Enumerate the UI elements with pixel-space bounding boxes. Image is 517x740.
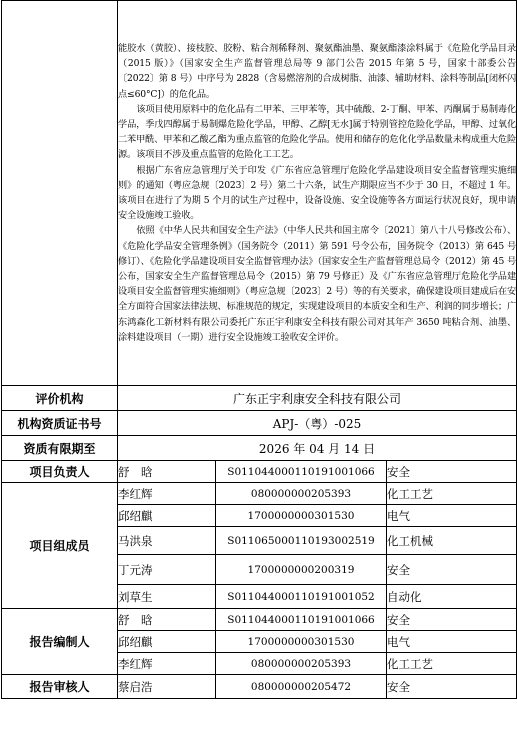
- cert-label: 机构资质证书号: [2, 411, 118, 436]
- description-paragraph: 该项目使用原料中的危化品有二甲苯、三甲苯等，其中硫酸、2-丁酮、甲苯、丙酮属于易制毒化学品，季戊四醇属于易制爆危险化学品，甲醇、乙醇[无水]属于特别管控危险化学品，甲醇、过氧化二苯甲酰、甲苯和乙酸乙酯为重点监管的危险化学品。使用和储存的危化化学品数量未构成重大危险源。该项目不涉及重点监管的危险化工工艺。: [118, 103, 517, 161]
- person-cert-code: 080000000205393: [216, 483, 387, 505]
- person-major: 安全: [387, 461, 517, 483]
- person-cert-code: S011044000110191001052: [216, 585, 387, 609]
- person-major: 电气: [387, 505, 517, 527]
- compiler-label: 报告编制人: [2, 609, 118, 675]
- evaluation-info-table: [1, 0, 517, 699]
- person-name: 舒 晗: [118, 461, 216, 483]
- person-name: 邱绍麒: [118, 505, 216, 527]
- person-name: 蔡启浩: [118, 675, 216, 699]
- description-paragraph: 依照《中华人民共和国安全生产法》（中华人民共和国主席令〔2021〕第八十八号修改公布）、《危险化学品安全管理条例》（国务院令（2011）第 591 号令公布，国务院令（2013）第 645 号修订）、《危险化学品建设项目安全监督管理办法》（国家安全生产监督管理总局令（2012）第 45 号公布，国家安全生产监督管理总局令（2015）第 79 号修正）及《广东省应急管理厅危险化学品建设项目安全监督管理实施细则》（粤应急规〔2023〕2 号）等的有关要求，确保建设项目建成后在安全方面符合国家法律法规、标准规范的规定，实现建设项目的本质安全和生产、利润的同步增长；广东鸿森化工新材料有限公司委托广东正宇利康安全科技有限公司对其年产 3650 吨粘合剂、油墨、涂料建设项目（一期）进行安全设施竣工验收安全评价。: [118, 225, 517, 343]
- person-cert-code: 1700000000200319: [216, 555, 387, 585]
- agency-row: [2, 386, 517, 411]
- person-major: 电气: [387, 631, 517, 653]
- member-row: [2, 483, 517, 505]
- project-description: [118, 1, 517, 386]
- person-major: 化工工艺: [387, 653, 517, 675]
- person-major: 安全: [387, 609, 517, 631]
- person-major: 安全: [387, 555, 517, 585]
- person-major: 化工工艺: [387, 483, 517, 505]
- leader-label: 项目负责人: [2, 461, 118, 483]
- person-major: 自动化: [387, 585, 517, 609]
- compiler-row: [2, 609, 517, 631]
- person-cert-code: 080000000205393: [216, 653, 387, 675]
- validity-label: 资质有限期至: [2, 436, 118, 461]
- person-name: 李红辉: [118, 653, 216, 675]
- person-cert-code: 1700000000301530: [216, 505, 387, 527]
- person-cert-code: 1700000000301530: [216, 631, 387, 653]
- validity-row: [2, 436, 517, 461]
- description-paragraph: 根据广东省应急管理厅关于印发《广东省应急管理厅危险化学品建设项目安全监督管理实施细则》的通知（粤应急规〔2023〕2 号）第二十六条，试生产期限应当不少于 30 日，不超过 1 年。该项目在进行了为期 5 个月的试生产过程中，设备设施、安全设施等各方面运行状况良好，现申请安全设施竣工验收。: [118, 164, 517, 222]
- person-cert-code: S011065000110193002519: [216, 527, 387, 555]
- validity-value: 2026 年 04 月 14 日: [118, 436, 517, 461]
- person-name: 舒 晗: [118, 609, 216, 631]
- person-major: 安全: [387, 675, 517, 699]
- person-major: 化工机械: [387, 527, 517, 555]
- members-label: 项目组成员: [2, 483, 118, 609]
- reviewer-label: 报告审核人: [2, 675, 118, 699]
- person-cert-code: S011044000110191001066: [216, 609, 387, 631]
- person-cert-code: S011044000110191001066: [216, 461, 387, 483]
- person-name: 刘草生: [118, 585, 216, 609]
- cert-row: [2, 411, 517, 436]
- agency-label: 评价机构: [2, 386, 118, 411]
- person-name: 丁元涛: [118, 555, 216, 585]
- description-row: [2, 1, 517, 386]
- reviewer-row: [2, 675, 517, 699]
- person-name: 李红辉: [118, 483, 216, 505]
- agency-value: 广东正宇利康安全科技有限公司: [118, 386, 517, 411]
- description-paragraph: 能胶水（黄胶）、接枝胶、胶粉、粘合剂稀释剂、聚氨酯油墨、聚氨酯漆涂料属于《危险化学品目录（2015 版）》（国家安全生产监督管理总局等 9 部门公告 2015 年第 5 号，国家十部委公告〔2022〕第 8 号）中序号为 2828（含易燃溶剂的合成树脂、油漆、辅助材料、涂料等制品[闭杯闪点≤60°C]）的危化品。: [118, 42, 517, 100]
- person-name: 邱绍麒: [118, 631, 216, 653]
- cert-value: APJ-（粤）-025: [118, 411, 517, 436]
- person-cert-code: 080000000205472: [216, 675, 387, 699]
- person-name: 马洪泉: [118, 527, 216, 555]
- leader-row: [2, 461, 517, 483]
